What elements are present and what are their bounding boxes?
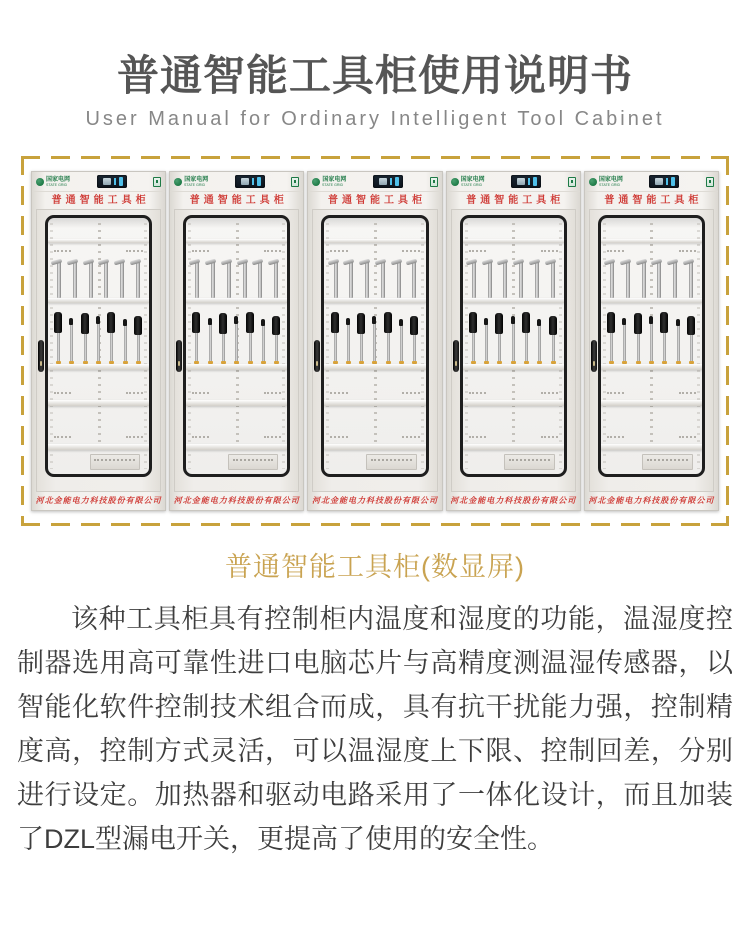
- page-title: 普通智能工具柜使用说明书: [116, 52, 633, 99]
- screwdriver-tool-icon: [347, 320, 350, 364]
- perforation-dots: [541, 250, 558, 252]
- wrench-tool-icon: [381, 262, 385, 298]
- perforation-dots: [264, 436, 281, 438]
- perforation-dots: [126, 436, 143, 438]
- wrench-tool-icon: [274, 262, 278, 298]
- brand-name: 国家电网: [322, 176, 347, 183]
- cabinet-door: [451, 209, 576, 492]
- shelf: [601, 444, 702, 450]
- glass-window: [45, 215, 152, 477]
- wrench-tool-icon: [472, 262, 476, 298]
- tool-cabinet: [446, 171, 581, 511]
- temperature-humidity-display: [373, 175, 403, 188]
- screwdriver-tool-icon: [485, 320, 488, 364]
- dashed-border-left: [21, 156, 24, 526]
- figure-caption: 普通智能工具柜(数显屏): [225, 552, 525, 583]
- screwdriver-tool-icon: [137, 318, 140, 364]
- shelf: [186, 444, 287, 450]
- storage-tray: [642, 454, 693, 471]
- cabinet-header: [170, 172, 303, 192]
- shelf: [463, 444, 564, 450]
- screwdriver-row: [601, 313, 702, 364]
- shelf: [463, 298, 564, 303]
- brand-name-en: STATE GRID: [322, 182, 344, 187]
- perforation-dots: [607, 436, 624, 438]
- wrench-tool-icon: [73, 262, 77, 298]
- shelf: [463, 364, 564, 370]
- cabinet-header: [308, 172, 441, 192]
- brand-text: [322, 177, 346, 187]
- cabinet-header: [447, 172, 580, 192]
- screwdriver-tool-icon: [70, 320, 73, 364]
- wrench-row: [463, 261, 564, 298]
- glass-window: [321, 215, 428, 477]
- tool-cabinet: [307, 171, 442, 511]
- wrench-tool-icon: [349, 262, 353, 298]
- screwdriver-tool-icon: [373, 318, 376, 364]
- perforation-dots: [54, 250, 71, 252]
- storage-tray: [504, 454, 555, 471]
- screwdriver-tool-icon: [650, 318, 653, 364]
- shelf: [186, 298, 287, 303]
- screwdriver-tool-icon: [498, 315, 501, 364]
- perforation-dots: [192, 392, 209, 394]
- wrench-tool-icon: [626, 262, 630, 298]
- state-grid-globe-icon: [36, 178, 44, 186]
- company-label: 河北金能电力科技股份有限公司: [312, 496, 438, 506]
- page-subtitle: User Manual for Ordinary Intelligent Tool Cabinet: [85, 108, 665, 131]
- screwdriver-tool-icon: [552, 318, 555, 364]
- screwdriver-tool-icon: [472, 314, 475, 364]
- screwdriver-tool-icon: [663, 314, 666, 365]
- state-grid-globe-icon: [589, 178, 597, 186]
- screwdriver-tool-icon: [334, 314, 337, 364]
- perforation-dots: [607, 392, 624, 394]
- wrench-tool-icon: [136, 262, 140, 298]
- glass-window: [598, 215, 705, 477]
- screwdriver-tool-icon: [262, 321, 265, 365]
- perforation-dots: [192, 250, 209, 252]
- temperature-humidity-display: [235, 175, 265, 188]
- wrench-tool-icon: [488, 262, 492, 298]
- screwdriver-tool-icon: [57, 314, 60, 364]
- brand-name: 国家电网: [184, 176, 209, 183]
- cabinet-door: [174, 209, 299, 492]
- state-grid-globe-icon: [312, 178, 320, 186]
- cabinet-door: [36, 209, 161, 492]
- brand-text: [46, 177, 70, 187]
- shelf: [324, 364, 425, 370]
- screwdriver-row: [186, 313, 287, 364]
- door-handle-icon[interactable]: [591, 340, 597, 372]
- brand-name-en: STATE GRID: [46, 182, 68, 187]
- wrench-tool-icon: [689, 262, 693, 298]
- shelf: [463, 239, 564, 243]
- state-grid-logo: [451, 177, 485, 187]
- shelf: [324, 444, 425, 450]
- cabinet-title-label: 普通智能工具柜: [51, 195, 150, 207]
- wrench-tool-icon: [57, 262, 61, 298]
- wrench-tool-icon: [657, 262, 661, 298]
- brand-text: [599, 177, 623, 187]
- storage-tray: [366, 454, 417, 471]
- screwdriver-tool-icon: [400, 321, 403, 365]
- storage-tray: [228, 454, 279, 471]
- wrench-tool-icon: [365, 262, 369, 298]
- brand-name-en: STATE GRID: [598, 182, 620, 187]
- certification-badge-icon: [291, 177, 299, 187]
- wrench-tool-icon: [397, 262, 401, 298]
- screwdriver-tool-icon: [209, 320, 212, 364]
- certification-badge-icon: [153, 177, 161, 187]
- shelf: [48, 364, 149, 370]
- company-label: 河北金能电力科技股份有限公司: [588, 496, 715, 506]
- dashed-border-right: [726, 156, 729, 526]
- wrench-tool-icon: [642, 262, 646, 298]
- shelf: [463, 400, 564, 406]
- wrench-tool-icon: [211, 262, 215, 298]
- wrench-tool-icon: [673, 262, 677, 298]
- wrench-tool-icon: [243, 262, 247, 298]
- state-grid-globe-icon: [174, 178, 182, 186]
- screwdriver-tool-icon: [610, 314, 613, 364]
- shelf: [601, 239, 702, 243]
- state-grid-globe-icon: [451, 178, 459, 186]
- shelf: [48, 400, 149, 406]
- screwdriver-tool-icon: [413, 318, 416, 364]
- shelf: [48, 298, 149, 303]
- door-handle-icon[interactable]: [176, 340, 182, 372]
- perforation-dots: [402, 436, 419, 438]
- door-handle-icon[interactable]: [453, 340, 459, 372]
- tool-cabinet: [169, 171, 304, 511]
- screwdriver-tool-icon: [525, 314, 528, 365]
- perforation-dots: [402, 250, 419, 252]
- shelf: [48, 444, 149, 450]
- screwdriver-tool-icon: [84, 315, 87, 364]
- brand-name-en: STATE GRID: [460, 182, 482, 187]
- perforation-dots: [541, 436, 558, 438]
- cabinet-row: [31, 171, 719, 511]
- cabinet-title-label: 普通智能工具柜: [604, 195, 703, 207]
- screwdriver-row: [463, 313, 564, 364]
- shelf: [186, 400, 287, 406]
- cabinet-door: [589, 209, 714, 492]
- wrench-tool-icon: [89, 262, 93, 298]
- tool-cabinet: [584, 171, 719, 511]
- shelf: [601, 364, 702, 370]
- state-grid-logo: [36, 177, 70, 187]
- company-label: 河北金能电力科技股份有限公司: [450, 496, 577, 506]
- screwdriver-tool-icon: [222, 315, 225, 364]
- shelf: [186, 364, 287, 370]
- wrench-row: [186, 261, 287, 298]
- cabinet-door: [312, 209, 437, 492]
- wrench-tool-icon: [610, 262, 614, 298]
- brand-name: 国家电网: [460, 176, 485, 183]
- certification-badge-icon: [568, 177, 576, 187]
- product-figure: [21, 156, 729, 526]
- screwdriver-row: [324, 313, 425, 364]
- cabinet-title-label: 普通智能工具柜: [328, 195, 426, 207]
- state-grid-logo: [312, 177, 346, 187]
- screwdriver-tool-icon: [512, 318, 515, 364]
- screwdriver-tool-icon: [249, 314, 252, 365]
- perforation-dots: [264, 392, 281, 394]
- shelf: [324, 239, 425, 243]
- description-paragraph: 该种工具柜具有控制柜内温度和湿度的功能，温湿度控制器选用高可靠性进口电脑芯片与高精度测温湿传感器，以智能化软件控制技术组合而成，具有抗干扰能力强，控制精度高，控制方式灵活，可以温湿度上下限、控制回差，分别进行设定。加热器和驱动电路采用了一体化设计，而且加装了DZL型漏电开关，更提高了使用的安全性。: [17, 604, 733, 855]
- wrench-tool-icon: [120, 262, 124, 298]
- screwdriver-tool-icon: [195, 314, 198, 364]
- shelf: [324, 298, 425, 303]
- wrench-tool-icon: [334, 262, 338, 298]
- wrench-tool-icon: [519, 262, 523, 298]
- storage-tray: [90, 454, 141, 471]
- perforation-dots: [330, 436, 347, 438]
- screwdriver-tool-icon: [124, 321, 127, 365]
- perforation-dots: [541, 392, 558, 394]
- screwdriver-tool-icon: [623, 320, 626, 364]
- wrench-tool-icon: [551, 262, 555, 298]
- perforation-dots: [126, 250, 143, 252]
- screwdriver-tool-icon: [97, 318, 100, 364]
- dashed-border-bottom: [21, 523, 729, 526]
- cabinet-header: [32, 172, 165, 192]
- shelf: [601, 400, 702, 406]
- shelf: [48, 239, 149, 243]
- perforation-dots: [679, 250, 696, 252]
- screwdriver-tool-icon: [275, 318, 278, 364]
- company-label: 河北金能电力科技股份有限公司: [35, 496, 162, 506]
- screwdriver-tool-icon: [235, 318, 238, 364]
- cabinet-title-label: 普通智能工具柜: [466, 195, 565, 207]
- wrench-tool-icon: [535, 262, 539, 298]
- brand-name: 国家电网: [598, 176, 623, 183]
- perforation-dots: [469, 436, 486, 438]
- state-grid-logo: [589, 177, 623, 187]
- company-label: 河北金能电力科技股份有限公司: [173, 496, 300, 506]
- perforation-dots: [679, 436, 696, 438]
- temperature-humidity-display: [649, 175, 679, 188]
- perforation-dots: [264, 250, 281, 252]
- dashed-border-top: [21, 156, 729, 159]
- perforation-dots: [192, 436, 209, 438]
- door-handle-icon[interactable]: [314, 340, 320, 372]
- brand-text: [184, 177, 208, 187]
- shelf: [186, 239, 287, 243]
- temperature-humidity-display: [511, 175, 541, 188]
- tool-cabinet: [31, 171, 166, 511]
- perforation-dots: [469, 250, 486, 252]
- wrench-tool-icon: [195, 262, 199, 298]
- wrench-tool-icon: [258, 262, 262, 298]
- brand-text: [461, 177, 485, 187]
- wrench-row: [601, 261, 702, 298]
- shelf: [324, 400, 425, 406]
- perforation-dots: [607, 250, 624, 252]
- perforation-dots: [330, 392, 347, 394]
- temperature-humidity-display: [97, 175, 127, 188]
- wrench-row: [324, 261, 425, 298]
- brand-name: 国家电网: [46, 176, 71, 183]
- certification-badge-icon: [430, 177, 438, 187]
- screwdriver-tool-icon: [538, 321, 541, 365]
- door-handle-icon[interactable]: [38, 340, 44, 372]
- certification-badge-icon: [706, 177, 714, 187]
- screwdriver-tool-icon: [110, 314, 113, 365]
- wrench-tool-icon: [227, 262, 231, 298]
- screwdriver-tool-icon: [387, 314, 390, 365]
- perforation-dots: [54, 392, 71, 394]
- brand-name-en: STATE GRID: [184, 182, 206, 187]
- wrench-tool-icon: [412, 262, 416, 298]
- perforation-dots: [679, 392, 696, 394]
- screwdriver-row: [48, 313, 149, 364]
- wrench-tool-icon: [503, 262, 507, 298]
- perforation-dots: [126, 392, 143, 394]
- state-grid-logo: [174, 177, 208, 187]
- perforation-dots: [469, 392, 486, 394]
- cabinet-title-label: 普通智能工具柜: [189, 195, 288, 207]
- screwdriver-tool-icon: [677, 321, 680, 365]
- screwdriver-tool-icon: [690, 318, 693, 364]
- wrench-tool-icon: [104, 262, 108, 298]
- glass-window: [183, 215, 290, 477]
- perforation-dots: [402, 392, 419, 394]
- screwdriver-tool-icon: [360, 315, 363, 364]
- cabinet-header: [585, 172, 718, 192]
- wrench-row: [48, 261, 149, 298]
- shelf: [601, 298, 702, 303]
- perforation-dots: [330, 250, 347, 252]
- screwdriver-tool-icon: [637, 315, 640, 364]
- glass-window: [460, 215, 567, 477]
- perforation-dots: [54, 436, 71, 438]
